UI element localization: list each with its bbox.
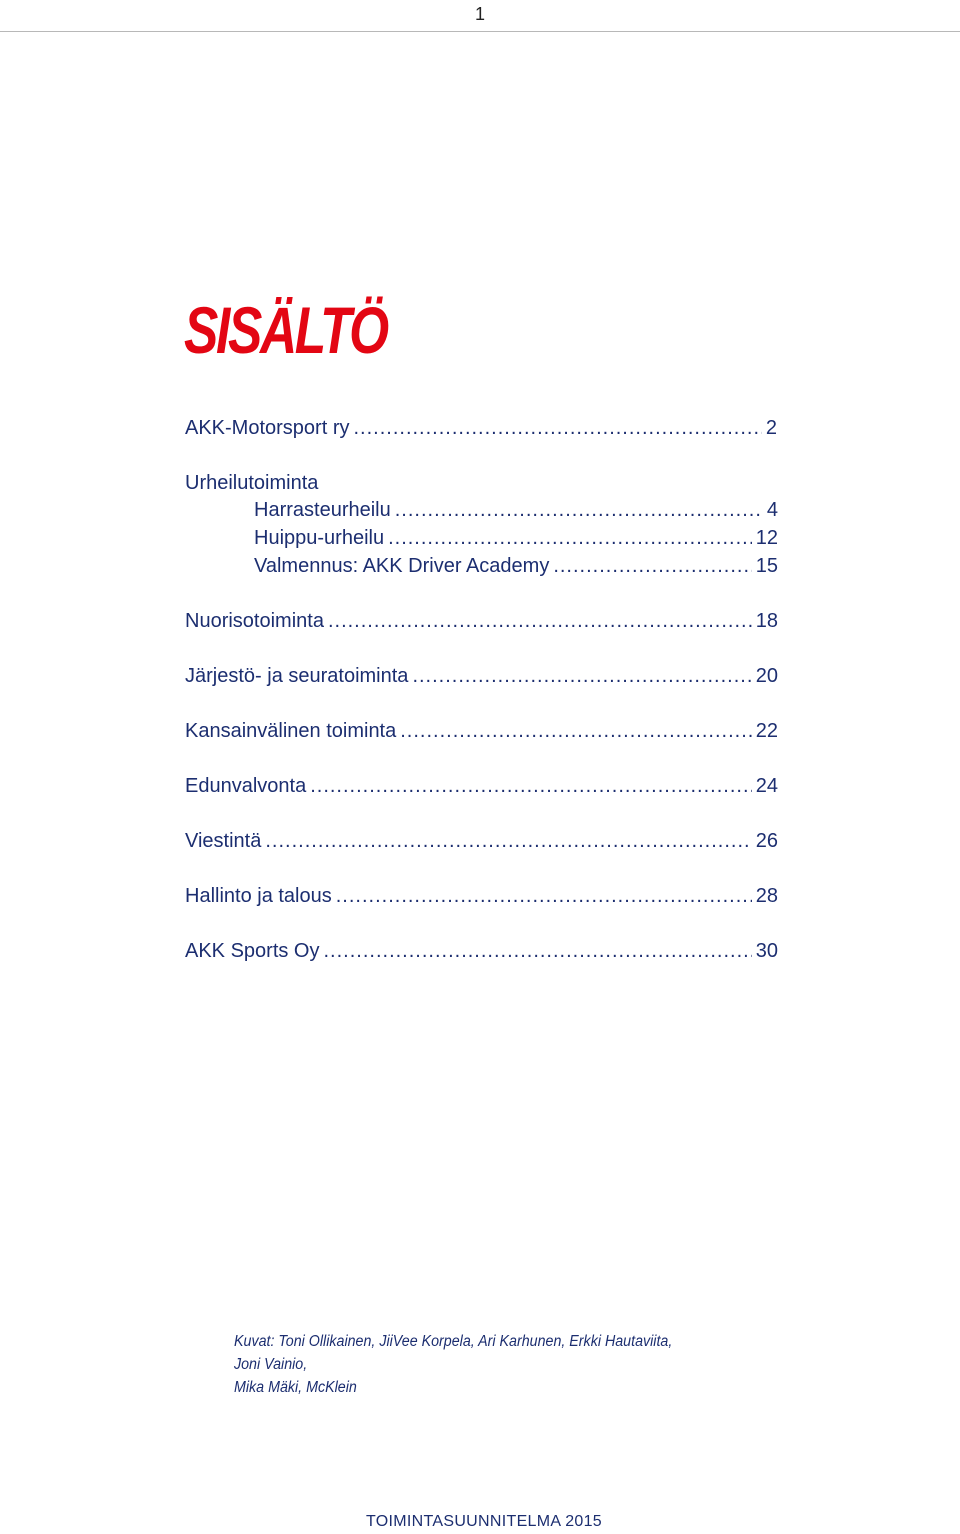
photo-credits [234, 1330, 694, 1399]
toc-entry-page: 24 [755, 775, 778, 797]
toc-entry-page: 15 [755, 555, 778, 577]
toc-dot-leader [553, 552, 751, 580]
toc-entry-label: Harrasteurheilu [254, 499, 391, 521]
toc-entry-page: 12 [755, 527, 778, 549]
toc-entry-page: 20 [755, 665, 778, 687]
toc-dot-leader [310, 772, 752, 800]
toc-entry-akk-sports[interactable] [185, 937, 778, 965]
toc-entry-edunvalvonta[interactable] [185, 772, 778, 800]
toc-entry-page: 18 [755, 610, 778, 632]
toc-entry-akk-motorsport[interactable] [185, 414, 777, 442]
toc-entry-page: 2 [765, 417, 777, 439]
toc-entry-huippu-urheilu[interactable] [254, 524, 778, 552]
toc-dot-leader [388, 524, 752, 552]
toc-entry-label: Valmennus: AKK Driver Academy [254, 555, 550, 577]
toc-entry-kansainvalinen[interactable] [185, 717, 778, 745]
toc-entry-page: 22 [755, 720, 778, 742]
toc-entry-label: Järjestö- ja seuratoiminta [185, 665, 409, 687]
toc-dot-leader [265, 827, 751, 855]
toc-entry-label: Huippu-urheilu [254, 527, 385, 549]
toc-dot-leader [412, 662, 751, 690]
toc-entry-label: Kansainvälinen toiminta [185, 720, 397, 742]
toc-entry-page: 30 [755, 940, 778, 962]
toc-dot-leader [328, 607, 752, 635]
toc-entry-viestinta[interactable] [185, 827, 778, 855]
toc-entry-label: AKK-Motorsport ry [185, 417, 350, 439]
toc-dot-leader [400, 717, 752, 745]
photo-credits-line-1: Kuvat: Toni Ollikainen, JiiVee Korpela, Ari Karhunen, Erkki Hautaviita, Joni Vainio, [234, 1333, 673, 1373]
toc-entry-label: Hallinto ja talous [185, 885, 332, 907]
toc-entry-label: Urheilutoiminta [185, 472, 319, 494]
toc-entry-hallinto[interactable] [185, 882, 778, 910]
toc-entry-page: 26 [755, 830, 778, 852]
toc-entry-valmennus[interactable] [254, 552, 778, 580]
photo-credits-line-2: Mika Mäki, McKlein [234, 1379, 357, 1396]
toc-entry-nuorisotoiminta[interactable] [185, 607, 778, 635]
toc-entry-label: Viestintä [185, 830, 262, 852]
toc-entry-label: Edunvalvonta [185, 775, 307, 797]
page-title: SISÄLTÖ [184, 293, 387, 367]
toc-entry-label: AKK Sports Oy [185, 940, 320, 962]
toc-dot-leader [336, 882, 752, 910]
toc-entry-label: Nuorisotoiminta [185, 610, 324, 632]
toc-entry-jarjesto[interactable] [185, 662, 778, 690]
toc-dot-leader [324, 937, 752, 965]
toc-entry-page: 28 [755, 885, 778, 907]
toc-entry-harrasteurheilu[interactable] [254, 496, 778, 524]
toc-dot-leader [353, 414, 761, 442]
page-number: 1 [474, 4, 485, 24]
header-divider [0, 31, 960, 32]
toc-heading-urheilutoiminta[interactable] [185, 469, 318, 497]
toc-entry-page: 4 [766, 499, 778, 521]
toc-dot-leader [395, 496, 763, 524]
footer-title: TOIMINTASUUNNITELMA 2015 [366, 1513, 602, 1530]
